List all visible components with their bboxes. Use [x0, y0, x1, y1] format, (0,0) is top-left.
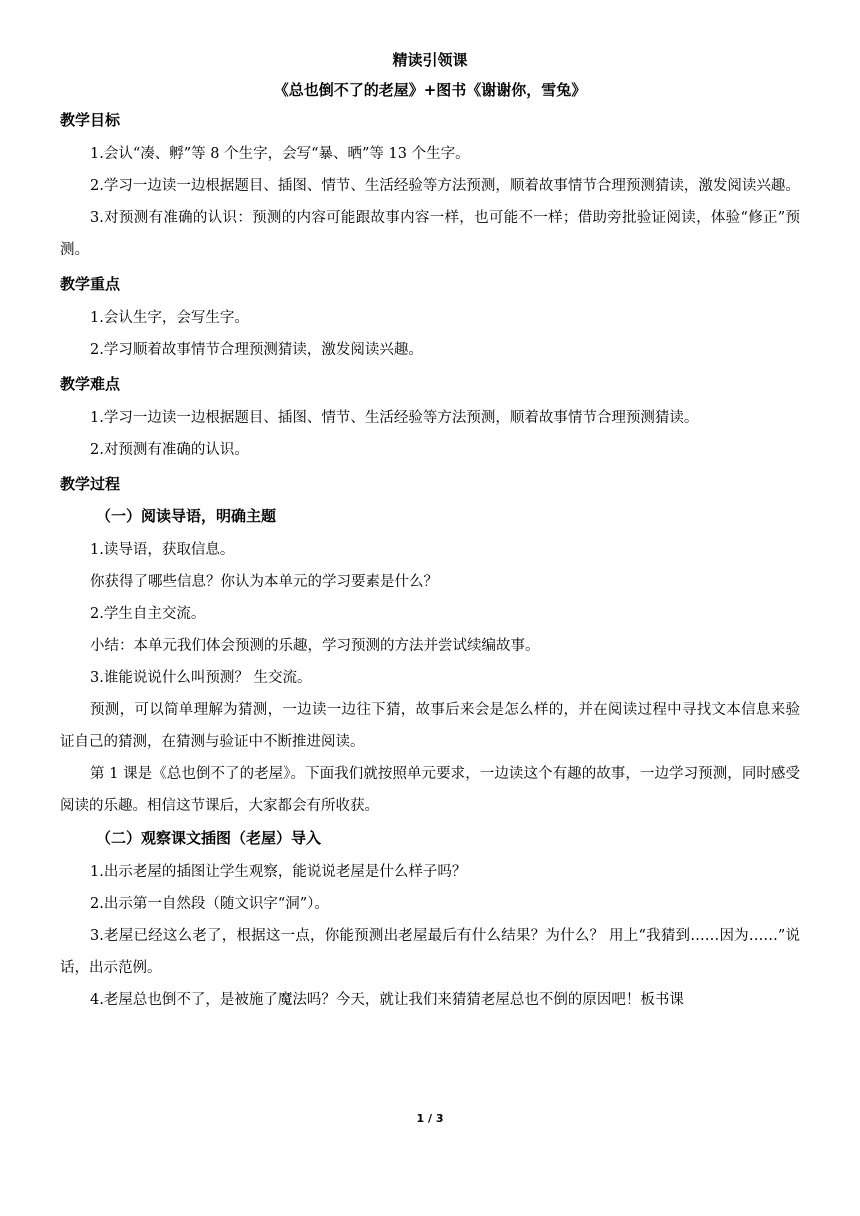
process-item: 你获得了哪些信息？你认为本单元的学习要素是什么？: [90, 574, 438, 590]
document-title: 精读引领课: [392, 51, 468, 69]
process-item: 1.读导语，获取信息。: [90, 542, 235, 558]
goal-item: 3.对预测有准确的认识：预测的内容可能跟故事内容一样，也可能不一样；借助旁批验证阅读，体验“修正”预测。: [60, 210, 800, 258]
key-point-item: 2.学习顺着故事情节合理预测猜读，激发阅读兴趣。: [90, 342, 423, 358]
key-point-item: 1.会认生字，会写生字。: [90, 310, 249, 326]
difficulty-item: 2.对预测有准确的认识。: [90, 442, 249, 458]
section-heading-goals: 教学目标: [60, 111, 121, 129]
process-part1-heading: （一）阅读导语，明确主题: [96, 507, 277, 525]
process-item: 3.老屋已经这么老了，根据这一点，你能预测出老屋最后有什么结果？为什么？ 用上“我猜到……因为……”说话，出示范例。: [60, 928, 800, 976]
process-part2-heading: （二）观察课文插图（老屋）导入: [96, 829, 322, 847]
process-item: 1.出示老屋的插图让学生观察，能说说老屋是什么样子吗？: [90, 864, 467, 880]
process-item: 4.老屋总也倒不了，是被施了魔法吗？今天，就让我们来猜猜老屋总也不倒的原因吧！板书课: [90, 992, 684, 1008]
process-item: 2.出示第一自然段（随文识字“洞”）。: [90, 896, 329, 912]
process-item: 2.学生自主交流。: [90, 606, 206, 622]
document-subtitle: 《总也倒不了的老屋》+图书《谢谢你，雪兔》: [273, 81, 587, 99]
page-number: 1 / 3: [416, 1112, 444, 1125]
process-item: 预测，可以简单理解为猜测，一边读一边往下猜，故事后来会是怎么样的，并在阅读过程中寻找文本信息来验证自己的猜测，在猜测与验证中不断推进阅读。: [60, 702, 800, 750]
process-item: 3.谁能说说什么叫预测？ 生交流。: [90, 670, 312, 686]
section-heading-difficulties: 教学难点: [60, 375, 121, 393]
document-body: [60, 46, 800, 1016]
section-heading-process: 教学过程: [60, 475, 121, 493]
goal-item: 2.学习一边读一边根据题目、插图、情节、生活经验等方法预测，顺着故事情节合理预测猜读，激发阅读兴趣。: [90, 178, 800, 194]
process-item: 第 1 课是《总也倒不了的老屋》。下面我们就按照单元要求，一边读这个有趣的故事，一边学习预测，同时感受阅读的乐趣。相信这节课后，大家都会有所收获。: [60, 766, 800, 814]
section-heading-key-points: 教学重点: [60, 275, 121, 293]
process-item: 小结：本单元我们体会预测的乐趣，学习预测的方法并尝试续编故事。: [90, 638, 540, 654]
difficulty-item: 1.学习一边读一边根据题目、插图、情节、生活经验等方法预测，顺着故事情节合理预测猜读。: [90, 410, 699, 426]
goal-item: 1.会认“凑、孵”等 8 个生字，会写“暴、晒”等 13 个生字。: [90, 146, 470, 162]
